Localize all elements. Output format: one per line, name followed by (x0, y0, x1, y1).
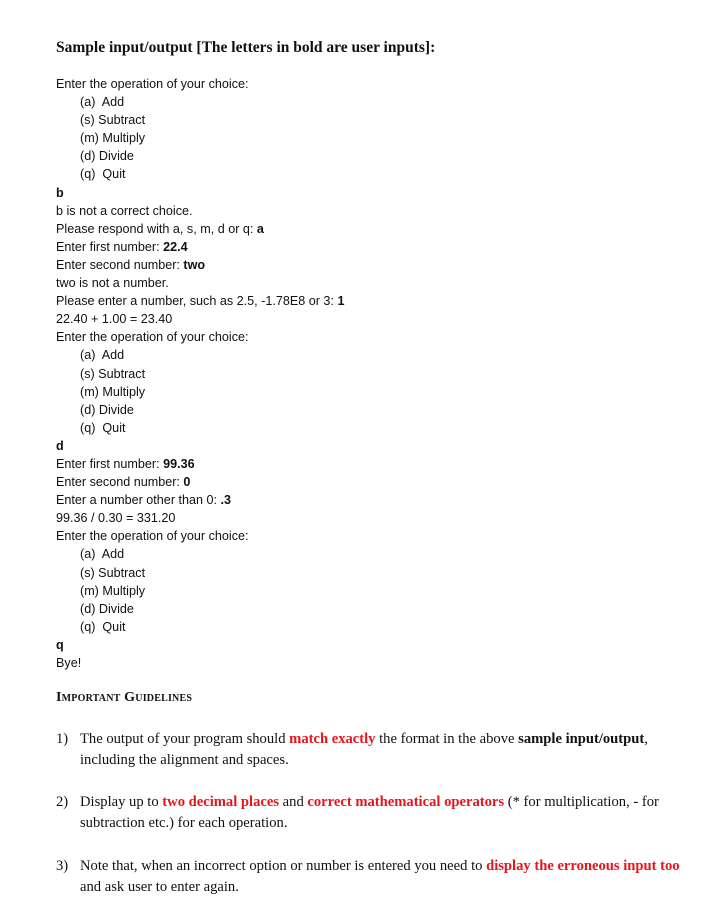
console-line (56, 437, 344, 455)
user-input: 1 (337, 294, 345, 309)
console-line (56, 473, 344, 491)
console-line (56, 238, 344, 256)
menu-option-line (56, 600, 344, 618)
console-line (56, 220, 344, 238)
menu-option-line (56, 618, 344, 636)
emphasis-red: match exactly (289, 731, 376, 747)
console-text: Enter a number other than 0: (56, 493, 221, 508)
guideline-text-run: and (279, 794, 308, 810)
console-line (56, 256, 344, 274)
console-text: two is not a number. (56, 276, 169, 291)
console-text: (s) Subtract (80, 113, 146, 128)
console-text: (m) Multiply (80, 583, 146, 598)
guideline-number: 3) (56, 858, 69, 874)
guideline-item (56, 792, 686, 834)
guideline-text-run: the format in the above (375, 731, 519, 747)
guideline-text-run: Display up to (80, 794, 163, 810)
user-input: 22.4 (163, 239, 188, 254)
console-text: (d) Divide (80, 402, 134, 417)
guideline-number: 1) (56, 731, 69, 747)
console-text: (d) Divide (80, 601, 134, 616)
console-text: Enter the operation of your choice: (56, 77, 249, 91)
emphasis-red: two decimal places (162, 794, 280, 810)
console-text: Enter second number: (56, 257, 184, 272)
user-input: two (183, 257, 206, 272)
guideline-number: 2) (56, 794, 69, 810)
guideline-text (80, 792, 686, 834)
console-text: (a) Add (80, 95, 125, 110)
console-text: (s) Subtract (80, 565, 146, 580)
console-text: (m) Multiply (80, 384, 146, 399)
console-text: 22.40 + 1.00 = 23.40 (56, 312, 173, 327)
console-text: (a) Add (80, 547, 125, 562)
guideline-text-run: The output of your program should (80, 731, 290, 747)
console-line (56, 527, 344, 545)
console-text: Enter second number: (56, 475, 184, 490)
emphasis-bold: sample input/output (518, 731, 645, 747)
console-text: Please respond with a, s, m, d or q: (56, 221, 257, 236)
menu-option-line (56, 346, 344, 364)
console-line (56, 184, 344, 202)
menu-option-line (56, 365, 344, 383)
console-line (56, 202, 344, 220)
console-line (56, 75, 344, 93)
user-input: d (56, 438, 64, 453)
console-line (56, 455, 344, 473)
console-line (56, 509, 344, 527)
console-text: (q) Quit (80, 619, 126, 634)
menu-option-line (56, 419, 344, 437)
console-text: Enter the operation of your choice: (56, 330, 249, 345)
menu-option-line (56, 401, 344, 419)
menu-option-line (56, 147, 344, 165)
console-text: Bye! (56, 656, 82, 670)
console-text: b is not a correct choice. (56, 203, 193, 218)
menu-option-line (56, 383, 344, 401)
emphasis-red: display the erroneous input too (486, 858, 680, 874)
guidelines-title: Important Guidelines (56, 690, 193, 705)
console-line (56, 636, 344, 654)
menu-option-line (56, 93, 344, 111)
console-text: 99.36 / 0.30 = 331.20 (56, 511, 176, 526)
user-input: 0 (183, 475, 191, 490)
menu-option-line (56, 129, 344, 147)
console-text: (q) Quit (80, 420, 126, 435)
menu-option-line (56, 545, 344, 563)
user-input: b (56, 185, 64, 200)
user-input: q (56, 637, 64, 652)
console-line (56, 328, 344, 346)
console-line (56, 292, 344, 310)
menu-option-line (56, 564, 344, 582)
menu-option-line (56, 582, 344, 600)
menu-option-line (56, 111, 344, 129)
emphasis-red: correct mathematical operators (307, 794, 505, 810)
sample-console-output (56, 75, 344, 672)
guideline-item (56, 856, 686, 898)
console-line (56, 274, 344, 292)
guideline-item (56, 729, 686, 771)
console-text: (q) Quit (80, 167, 126, 182)
console-line (56, 491, 344, 509)
guideline-text (80, 729, 686, 771)
console-text: Please enter a number, such as 2.5, -1.78E8 or 3: (56, 294, 338, 309)
console-text: (a) Add (80, 348, 125, 363)
console-text: Enter first number: (56, 456, 164, 471)
console-line (56, 654, 344, 672)
user-input: 99.36 (163, 456, 195, 471)
console-text: (s) Subtract (80, 366, 146, 381)
user-input: .3 (220, 493, 232, 508)
console-text: Enter first number: (56, 239, 164, 254)
page-heading: Sample input/output [The letters in bold are user inputs]: (56, 39, 436, 56)
console-line (56, 310, 344, 328)
console-text: (d) Divide (80, 149, 134, 164)
console-text: (m) Multiply (80, 131, 146, 146)
guideline-text-run: , including the alignment and spaces. (80, 731, 648, 768)
guideline-text-run: (* for multiplication, - for subtraction etc.) for each operation. (80, 794, 659, 831)
guideline-text-run: and ask user to enter again. (80, 879, 239, 895)
user-input: a (256, 221, 264, 236)
guideline-text (80, 856, 686, 898)
menu-option-line (56, 165, 344, 183)
console-text: Enter the operation of your choice: (56, 529, 249, 544)
guideline-text-run: Note that, when an incorrect option or number is entered you need to (80, 858, 487, 874)
